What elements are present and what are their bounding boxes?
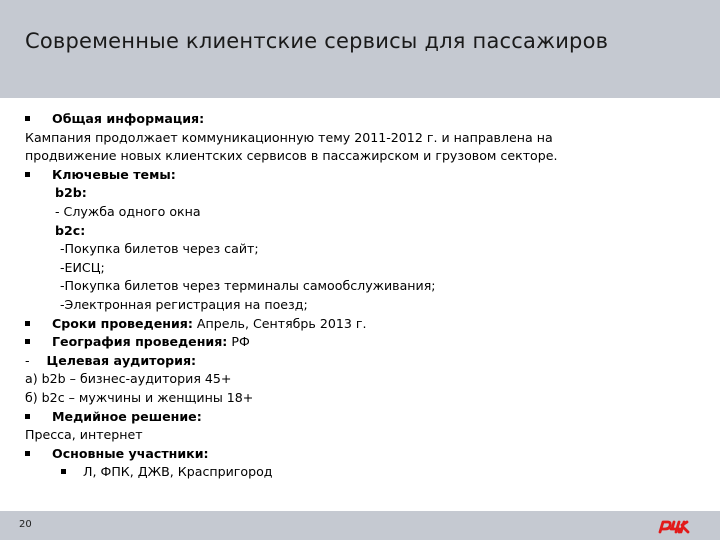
slide-title: Современные клиентские сервисы для пассажиров: [25, 29, 609, 53]
participants-heading-line: [25, 445, 705, 464]
media-text: Пресса, интернет: [25, 427, 143, 443]
dash-bullet: -: [25, 352, 30, 368]
b2c-item: -ЕИСЦ;: [60, 259, 105, 275]
square-bullet-icon: [25, 116, 30, 121]
square-bullet-icon: [25, 172, 30, 177]
page-number: 20: [19, 519, 32, 530]
geography-value: РФ: [227, 334, 250, 350]
b2b-item: - Служба одного окна: [55, 203, 201, 219]
audience-heading: Целевая аудитория:: [46, 352, 197, 368]
participants-heading: Основные участники:: [52, 445, 209, 461]
participants-text: Л, ФПК, ДЖВ, Краспригород: [83, 464, 273, 480]
rzd-logo-icon: [657, 515, 691, 535]
b2c-item: -Покупка билетов через сайт;: [60, 241, 259, 257]
dates-value: Апрель, Сентябрь 2013 г.: [192, 315, 367, 331]
general-info-text: Кампания продолжает коммуникационную тему 2011-2012 г. и направлена на: [25, 129, 553, 145]
square-bullet-icon: [25, 451, 30, 456]
square-bullet-icon: [25, 339, 30, 344]
footer-band: [0, 511, 720, 540]
key-themes-heading: Ключевые темы:: [52, 166, 176, 182]
dates-label: Сроки проведения:: [52, 315, 193, 331]
square-bullet-icon: [25, 414, 30, 419]
dates-line: [25, 315, 705, 334]
general-info-heading-line: [25, 110, 705, 129]
geography-label: География проведения:: [52, 334, 228, 350]
audience-item: б) b2c – мужчины и женщины 18+: [25, 389, 254, 405]
b2c-heading: b2c:: [55, 222, 86, 238]
b2c-item: -Электронная регистрация на поезд;: [60, 296, 308, 312]
participants-line: [25, 463, 705, 482]
general-info-text: продвижение новых клиентских сервисов в пассажирском и грузовом секторе.: [25, 148, 558, 164]
general-info-heading: Общая информация:: [52, 111, 205, 126]
square-bullet-icon: [61, 469, 66, 474]
key-themes-heading-line: [25, 166, 705, 185]
slide-body: [25, 110, 705, 482]
audience-item: а) b2b – бизнес-аудитория 45+: [25, 371, 232, 387]
b2b-heading: b2b:: [55, 185, 87, 201]
geography-line: [25, 333, 705, 352]
b2c-item: -Покупка билетов через терминалы самообслуживания;: [60, 278, 436, 294]
media-heading: Медийное решение:: [52, 408, 202, 424]
audience-heading-line: [25, 352, 705, 371]
media-heading-line: [25, 408, 705, 427]
square-bullet-icon: [25, 321, 30, 326]
